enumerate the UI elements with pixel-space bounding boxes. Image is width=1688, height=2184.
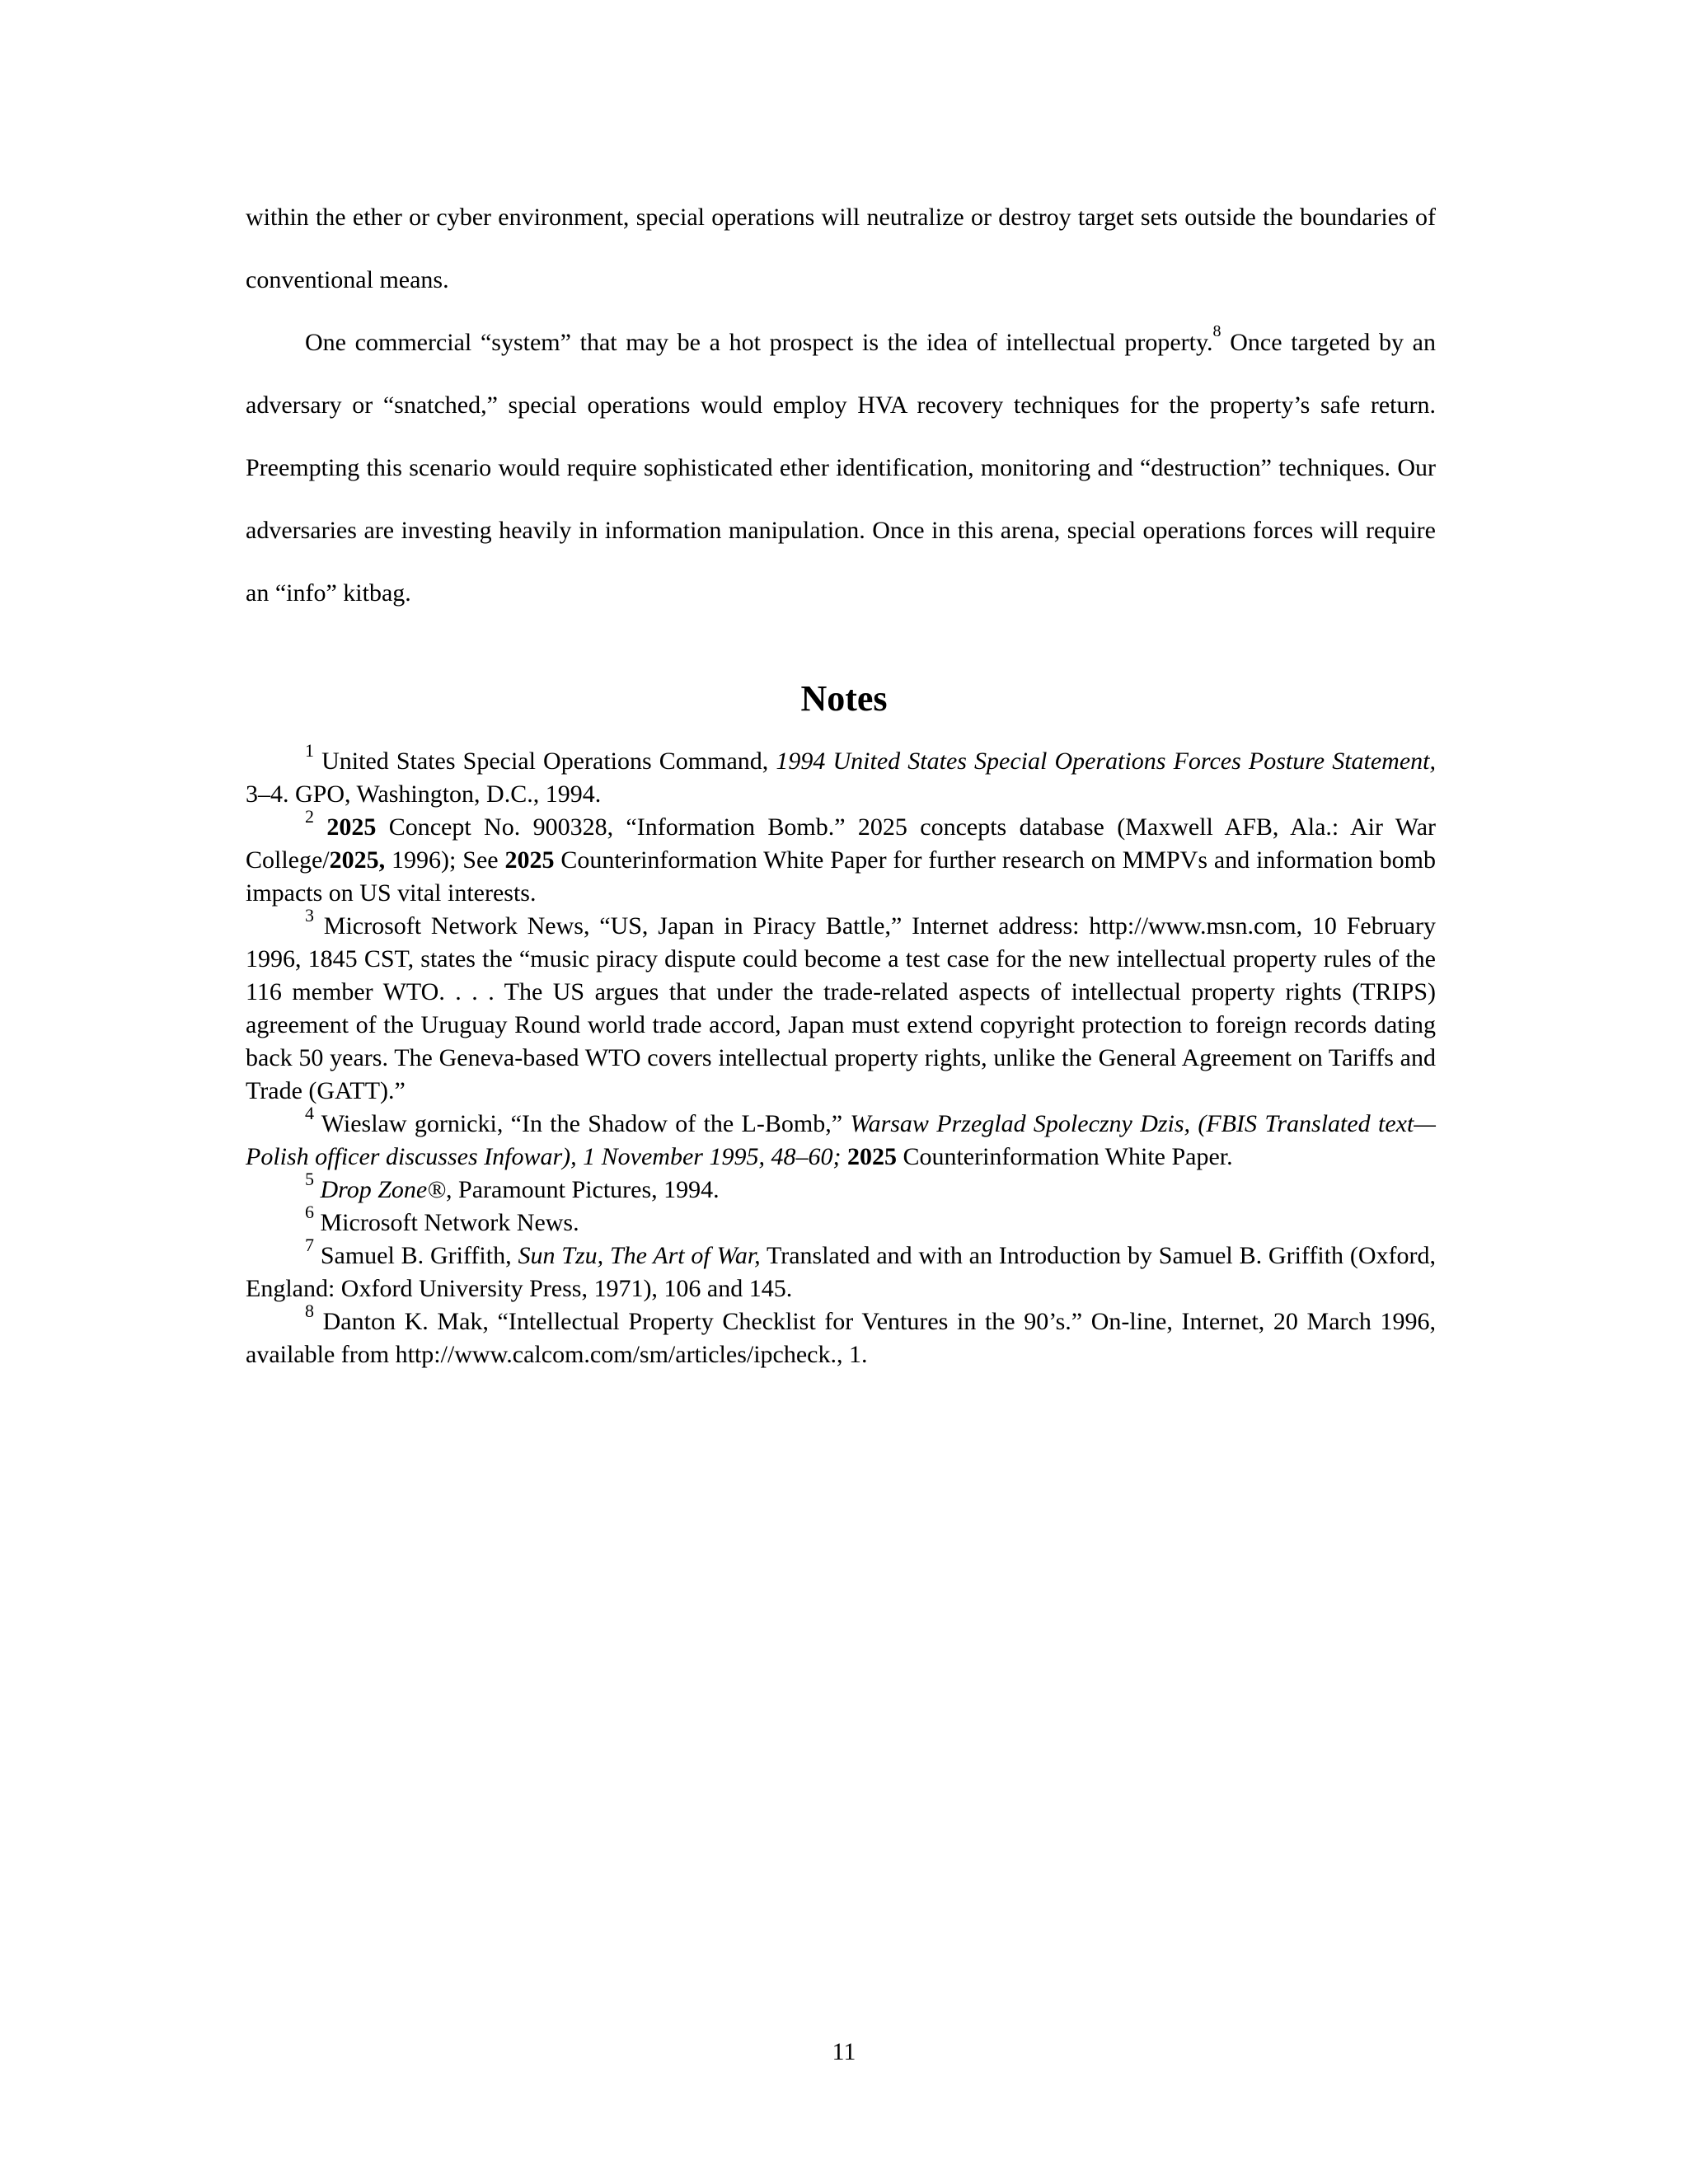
note-text: Counterinformation White Paper. xyxy=(896,1143,1233,1170)
note-title: Sun Tzu, The Art of War, xyxy=(518,1242,761,1269)
footnote-reference-8[interactable]: 8 xyxy=(1212,322,1221,340)
notes-list xyxy=(246,740,1437,1371)
note-number: 1 xyxy=(305,740,314,761)
note-text: Translated and with an Introduction by Samuel B. Griffith (Oxford, England: Oxford University Press, 1971), 106 and 145. xyxy=(246,1242,1437,1302)
note-text: 1996); See xyxy=(385,846,505,874)
note-1 xyxy=(246,740,1436,811)
note-text: Samuel B. Griffith, xyxy=(314,1242,518,1269)
note-number: 7 xyxy=(305,1235,314,1255)
note-title: 1994 United States Special Operations Forces Posture Statement, xyxy=(776,748,1436,775)
note-number: 3 xyxy=(305,905,314,926)
note-number: 4 xyxy=(305,1103,314,1123)
note-text: Microsoft Network News, “US, Japan in Piracy Battle,” Internet address: http://www.msn.com, 10 February 1996, 1845 CST, states the “music piracy dispute could become a test case for the new intellectual property rules of the 116 member WTO. . . . The US argues that under the trade-related aspects of intellectual property rights (TRIPS) agreement of the Uruguay Round world trade accord, Japan must extend copyright protection to foreign records dating back 50 years. The Geneva-based WTO covers intellectual property rights, unlike the General Agreement on Tariffs and Trade (GATT).” xyxy=(246,912,1436,1104)
note-number: 2 xyxy=(305,806,314,827)
note-bold: 2025 xyxy=(326,813,377,841)
note-text: , Paramount Pictures, 1994. xyxy=(446,1176,720,1203)
note-text: Concept No. 900328, “Information Bomb.” 2025 concepts database (Maxwell AFB, Ala.: Air War College/ xyxy=(246,813,1436,874)
note-bold: 2025 xyxy=(846,1143,897,1170)
paragraph-text-start: One commercial “system” that may be a hot prospect is the idea of intellectual property. xyxy=(305,329,1213,356)
page-number: 11 xyxy=(832,2038,856,2065)
note-bold: 2025, xyxy=(329,846,386,874)
note-7 xyxy=(246,1235,1437,1305)
note-4 xyxy=(246,1103,1436,1174)
note-text: Microsoft Network News. xyxy=(314,1209,579,1236)
note-text: 3–4. GPO, Washington, D.C., 1994. xyxy=(246,780,602,808)
note-number: 6 xyxy=(305,1202,314,1222)
note-text: Danton K. Mak, “Intellectual Property Checklist for Ventures in the 90’s.” On-line, Internet, 20 March 1996, available from http://www.calcom.com/sm/articles/ipcheck., 1. xyxy=(246,1308,1436,1368)
note-bold: 2025 xyxy=(504,846,555,874)
note-number: 5 xyxy=(305,1169,314,1189)
note-text: Counterinformation White Paper for further research on MMPVs and information bomb impacts on US vital interests. xyxy=(246,846,1437,907)
body-paragraph-2 xyxy=(246,312,1436,625)
note-text: Wieslaw gornicki, “In the Shadow of the L-Bomb,” xyxy=(314,1110,851,1137)
note-number: 8 xyxy=(305,1301,314,1321)
paragraph-text: within the ether or cyber environment, special operations will neutralize or destroy target sets outside the boundaries of conventional means. xyxy=(246,204,1436,293)
notes-heading: Notes xyxy=(800,678,888,719)
note-8 xyxy=(246,1301,1436,1371)
note-2 xyxy=(246,806,1437,910)
note-title: Warsaw Przeglad Spoleczny Dzis, (FBIS Translated text—Polish officer discusses Infowar), 1 November 1995, 48–60; xyxy=(246,1110,1436,1170)
note-3 xyxy=(246,905,1436,1108)
note-5 xyxy=(246,1169,1436,1207)
body-paragraph-1 xyxy=(246,186,1436,312)
note-title: Drop Zone® xyxy=(320,1176,447,1203)
note-6 xyxy=(246,1202,1436,1240)
paragraph-text-rest: Once targeted by an adversary or “snatched,” special operations would employ HVA recovery techniques for the property’s safe return. Preempting this scenario would require sophisticated ether identification, monitoring and “destruction” techniques. Our adversaries are investing heavily in information manipulation. Once in this arena, special operations forces will require an “info” kitbag. xyxy=(246,329,1436,607)
paragraph-text xyxy=(246,312,1436,625)
note-text: United States Special Operations Command, xyxy=(314,748,776,775)
